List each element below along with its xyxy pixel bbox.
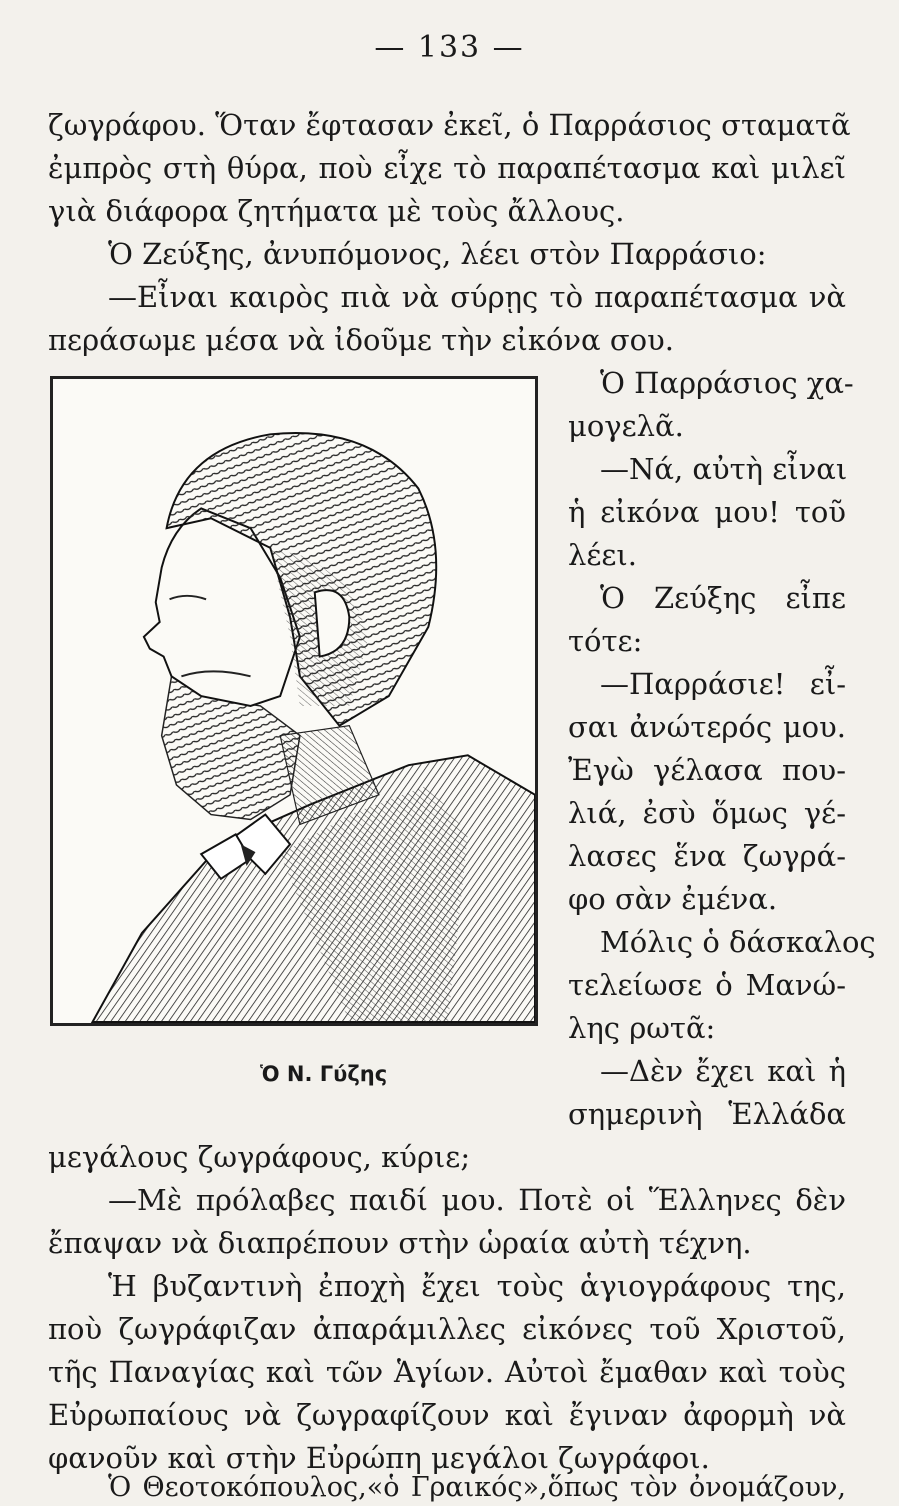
text-line: —Νά, αὐτὴ εἶναι [600, 452, 848, 486]
text-line: ζωγράφου. Ὅταν ἔφτασαν ἐκεῖ, ὁ Παρράσιος σταματᾶ [48, 108, 851, 142]
text-line: μογελᾶ. [568, 409, 684, 443]
text-line: περάσωμε μέσα νὰ ἰδοῦμε τὴν εἰκόνα σου. [48, 323, 674, 357]
text-line: Εὐρωπαίους νὰ ζωγραφίζουν καὶ ἔγιναν ἀφορμὴ νὰ [48, 1398, 846, 1432]
text-line: τότε: [568, 624, 643, 658]
text-line: τελείωσε ὁ Μανώ- [568, 968, 846, 1002]
text-line: ἐμπρὸς στὴ θύρα, ποὺ εἶχε τὸ παραπέτασμα καὶ μιλεῖ [48, 151, 846, 185]
text-line: τῆς Παναγίας καὶ τῶν Ἁγίων. Αὐτοὶ ἔμαθαν καὶ τοὺς [48, 1355, 846, 1389]
text-line: Ἡ βυζαντινὴ ἐποχὴ ἔχει τοὺς ἁγιογράφους της, [108, 1269, 846, 1303]
text-line: —Δὲν ἔχει καὶ ἡ [600, 1054, 846, 1088]
text-line: γιὰ διάφορα ζητήματα μὲ τοὺς ἄλλους. [48, 194, 625, 228]
text-line: Ὁ Θεοτοκόπουλος,«ὁ Γραικός»,ὅπως τὸν ὀνομάζουν, [108, 1472, 846, 1503]
text-line: μεγάλους ζωγράφους, κύριε; [48, 1140, 471, 1174]
text-line: λιά, ἐσὺ ὅμως γέ- [568, 796, 846, 830]
text-line: ἡ εἰκόνα μου! τοῦ [568, 495, 846, 529]
text-line: Ὁ Ζεύξης εἶπε [600, 581, 846, 615]
text-line: φανοῦν καὶ στὴν Εὐρώπη μεγάλοι ζωγράφοι. [48, 1441, 710, 1475]
text-line: —Εἶναι καιρὸς πιὰ νὰ σύρῃς τὸ παραπέτασμα νὰ [108, 280, 846, 314]
text-line: Ὁ Ζεύξης, ἀνυπόμονος, λέει στὸν Παρράσιο: [108, 237, 767, 271]
text-line: —Παρράσιε! εἶ- [600, 667, 846, 701]
text-line: φο σὰν ἐμένα. [568, 882, 778, 916]
text-line: λασες ἕνα ζωγρά- [568, 839, 846, 873]
text-line: —Μὲ πρόλαβες παιδί μου. Ποτὲ οἱ Ἕλληνες δὲν [108, 1183, 846, 1217]
portrait-engraving [53, 379, 535, 1023]
text-line: Ὁ Παρράσιος χα- [600, 366, 854, 400]
portrait-figure [50, 376, 538, 1026]
page-number: — 133 — [374, 30, 525, 65]
text-line: Μόλις ὁ δάσκαλος [600, 925, 876, 959]
text-line: ἔπαψαν νὰ διαπρέπουν στὴν ὡραία αὐτὴ τέχνη. [48, 1226, 752, 1260]
text-line: λέει. [568, 538, 638, 572]
figure-caption: Ὁ Ν. Γύζης [260, 1062, 388, 1086]
text-line: σαι ἀνώτερός μου. [568, 710, 846, 744]
text-line: Ἐγὼ γέλασα που- [568, 753, 846, 787]
text-line: σημερινὴ Ἑλλάδα [568, 1097, 846, 1131]
text-line: λης ρωτᾶ: [568, 1011, 716, 1045]
text-line: ποὺ ζωγράφιζαν ἀπαράμιλλες εἰκόνες τοῦ Χριστοῦ, [48, 1312, 846, 1346]
